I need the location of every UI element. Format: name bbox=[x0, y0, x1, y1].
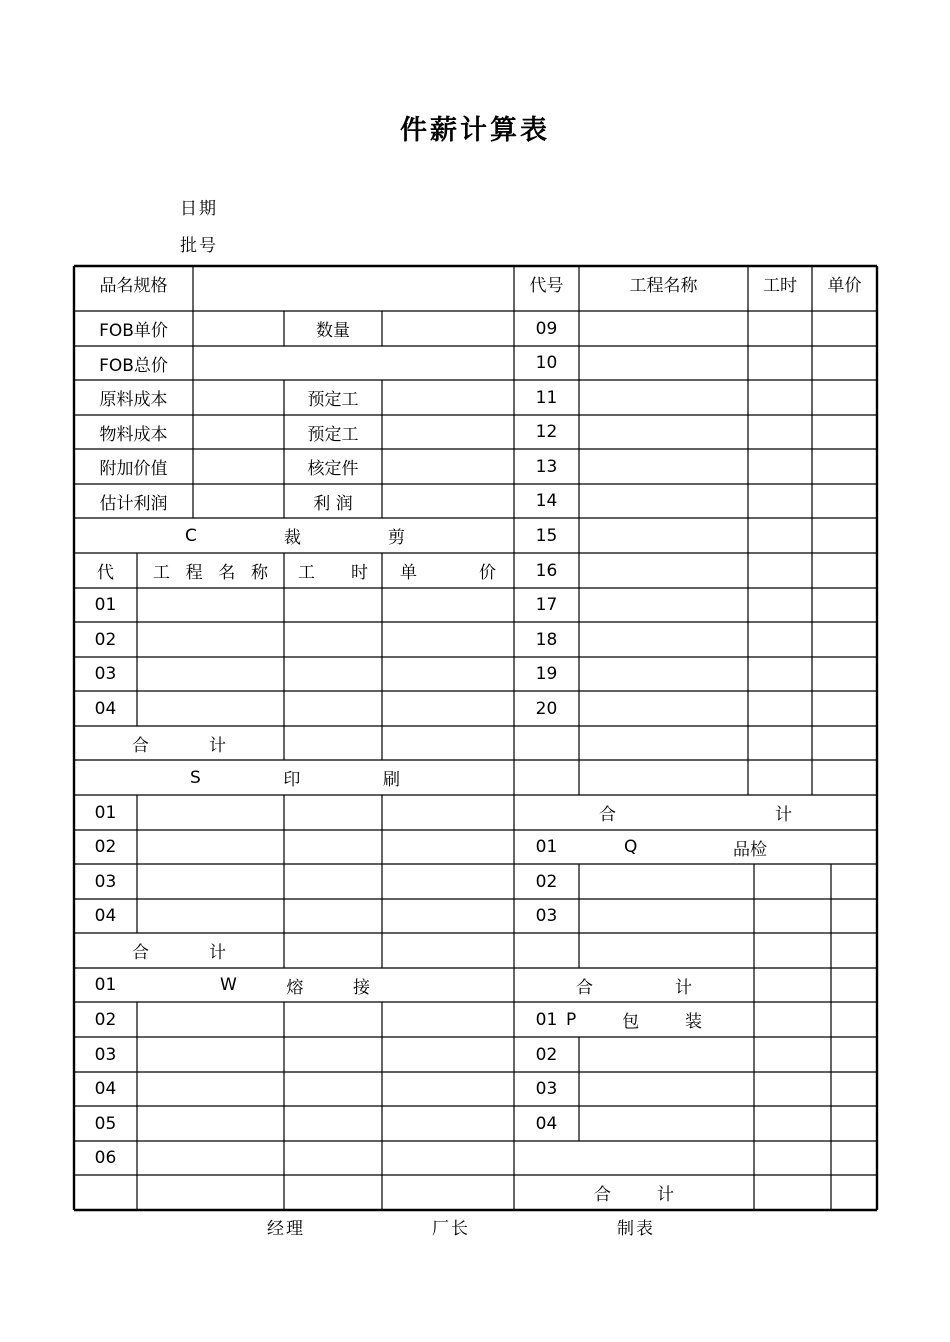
right-total-label bbox=[514, 795, 877, 830]
packing-section-title-part-1: 包 bbox=[622, 1012, 640, 1032]
inspection-section-title-part-1: 品检 bbox=[733, 839, 767, 860]
manager-label: 经理 bbox=[267, 1219, 305, 1239]
welding-section-title-part-2: 接 bbox=[353, 977, 370, 998]
packing-row-code: 01 bbox=[535, 1009, 558, 1030]
code-header: 代号 bbox=[529, 275, 564, 296]
product-spec-header: 品名规格 bbox=[99, 275, 168, 296]
material-cost-label: 物料成本 bbox=[99, 424, 168, 445]
process-name-col-header-part-0: 工 bbox=[153, 563, 170, 583]
verified-piece-label: 核定件 bbox=[307, 459, 359, 479]
welding-row-code: 06 bbox=[94, 1148, 117, 1168]
welding-row-code: 04 bbox=[94, 1079, 117, 1099]
welding-row-code: 02 bbox=[94, 1009, 117, 1030]
process-code: 11 bbox=[535, 387, 558, 408]
cutting-total-label-part-0: 合 bbox=[132, 735, 149, 756]
cutting-section-title-part-2: 剪 bbox=[388, 528, 405, 548]
packing-row-code: 04 bbox=[535, 1113, 558, 1134]
welding-section-title-part-0: W bbox=[220, 975, 237, 995]
packing-section-title-part-0: P bbox=[566, 1009, 577, 1030]
cutting-row-code: 04 bbox=[94, 698, 117, 719]
process-name-col-header-part-1: 程 bbox=[185, 563, 203, 583]
price-col-header-part-1: 价 bbox=[479, 563, 496, 583]
inspection-total-label-part-0: 合 bbox=[576, 977, 593, 998]
cutting-row-code: 03 bbox=[94, 664, 117, 684]
batch-label: 批号 bbox=[180, 236, 218, 256]
estimated-profit-label: 估计利润 bbox=[99, 493, 168, 514]
printing-total-label-part-0: 合 bbox=[132, 943, 149, 963]
page-title: 件薪计算表 bbox=[400, 115, 550, 146]
printing-total-label bbox=[74, 933, 284, 968]
welding-section-title-part-1: 熔 bbox=[286, 977, 304, 998]
process-name-col-header-part-3: 称 bbox=[250, 563, 268, 583]
packing-row-code: 02 bbox=[535, 1044, 558, 1065]
packing-total-label-part-0: 合 bbox=[594, 1185, 611, 1205]
process-code: 13 bbox=[535, 456, 558, 477]
process-code: 20 bbox=[535, 698, 558, 719]
process-code: 19 bbox=[535, 664, 558, 684]
fob-unit-price-label: FOB单价 bbox=[99, 321, 168, 341]
raw-material-cost-label: 原料成本 bbox=[99, 390, 168, 410]
price-col-header-part-0: 单 bbox=[400, 563, 417, 583]
value-added-label: 附加价值 bbox=[99, 459, 168, 479]
process-code: 16 bbox=[535, 560, 558, 581]
factory-director-label: 厂长 bbox=[432, 1219, 470, 1239]
process-name-col-header-part-2: 名 bbox=[218, 563, 236, 583]
cutting-section-title bbox=[150, 518, 440, 553]
printing-section-title bbox=[150, 760, 440, 795]
packing-section-title-part-2: 装 bbox=[684, 1012, 702, 1032]
process-code: 17 bbox=[535, 595, 558, 615]
hours-header: 工时 bbox=[763, 275, 797, 296]
process-name-col-header bbox=[137, 553, 284, 588]
printing-row-code: 02 bbox=[94, 837, 117, 857]
packing-row-code: 03 bbox=[535, 1079, 558, 1099]
printing-section-title-part-0: S bbox=[190, 767, 201, 788]
printing-row-code: 04 bbox=[94, 906, 117, 926]
right-total-label-part-0: 合 bbox=[599, 805, 616, 825]
date-label: 日期 bbox=[180, 199, 218, 219]
prepared-by-label: 制表 bbox=[617, 1219, 655, 1239]
process-code: 10 bbox=[535, 353, 558, 373]
cutting-total-label-part-1: 计 bbox=[209, 735, 226, 756]
right-total-label-part-1: 计 bbox=[775, 805, 792, 825]
process-code: 18 bbox=[535, 629, 558, 650]
hours-col-header-part-0: 工 bbox=[298, 563, 315, 583]
cutting-section-title-part-0: C bbox=[185, 525, 197, 546]
fob-total-price-label: FOB总价 bbox=[99, 355, 168, 376]
inspection-section-title-part-0: Q bbox=[624, 837, 638, 857]
welding-row-code: 01 bbox=[94, 975, 117, 995]
cutting-section-title-part-1: 裁 bbox=[283, 528, 301, 548]
inspection-total-label bbox=[514, 968, 754, 1002]
printing-section-title-part-1: 印 bbox=[283, 770, 301, 790]
process-name-header: 工程名称 bbox=[629, 275, 698, 296]
price-col-header bbox=[382, 553, 514, 588]
code-col-header: 代 bbox=[97, 563, 114, 583]
printing-row-code: 01 bbox=[94, 802, 117, 823]
inspection-row-code: 03 bbox=[535, 906, 558, 926]
preset-label: 预定工 bbox=[307, 424, 359, 445]
profit-label: 利 润 bbox=[313, 493, 353, 514]
process-code: 15 bbox=[535, 525, 558, 546]
unit-price-header: 单价 bbox=[827, 275, 862, 296]
printing-row-code: 03 bbox=[94, 871, 117, 892]
welding-section-title bbox=[170, 968, 420, 1002]
cutting-row-code: 02 bbox=[94, 629, 117, 650]
quantity-label: 数量 bbox=[316, 321, 350, 341]
welding-row-code: 03 bbox=[94, 1044, 117, 1065]
inspection-row-code: 01 bbox=[535, 837, 558, 857]
welding-row-code: 05 bbox=[94, 1113, 117, 1134]
process-code: 14 bbox=[535, 491, 558, 511]
inspection-row-code: 02 bbox=[535, 871, 558, 892]
cutting-total-label bbox=[74, 726, 284, 760]
packing-total-label-part-1: 计 bbox=[657, 1185, 674, 1205]
process-code: 09 bbox=[535, 318, 558, 339]
packing-total-label bbox=[514, 1175, 754, 1210]
hours-col-header-part-1: 时 bbox=[351, 563, 368, 583]
printing-section-title-part-2: 刷 bbox=[382, 770, 400, 790]
preset-label: 预定工 bbox=[307, 390, 359, 410]
inspection-total-label-part-1: 计 bbox=[675, 977, 692, 998]
printing-total-label-part-1: 计 bbox=[209, 943, 226, 963]
process-code: 12 bbox=[535, 422, 558, 442]
cutting-row-code: 01 bbox=[94, 595, 117, 615]
hours-col-header bbox=[284, 553, 382, 588]
